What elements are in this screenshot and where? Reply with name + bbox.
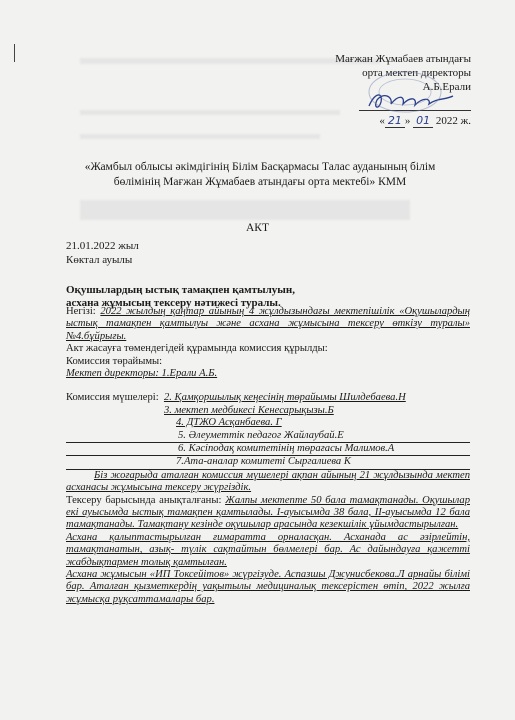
building-paragraph: Асхана қалыптастырылған ғимаратта орналасқан. Асханада ас әзірлейтін, тамақтанатын, азық- түлік сақтайтын бөлмелері бар. Ас дайындауға қажетті жабдықтармен толық қамтылған. xyxy=(66,531,470,568)
member-item: 4. ДТЖО Асқанбаева. Г xyxy=(176,417,282,429)
members-row xyxy=(66,417,470,429)
findings-text: Жалпы мектепте 50 бала тамақтанады. Оқушылар екі ауысымда ыстық тамақпен қамтылады. І-ауысымда 38 бала, ІІ-ауысымда 12 бала тамақтанады. Тамақтану кезінде оқушылар арасында кезекшілік ұйымдастырылған. xyxy=(66,494,470,531)
date-year: 2022 ж. xyxy=(435,115,471,127)
date-month: 01 xyxy=(413,114,433,128)
organization-line-1: «Жамбыл облысы әкімдігінің Білім Басқармасы Талас ауданының білім xyxy=(84,161,436,173)
approval-line-2: орта мектеп директоры xyxy=(362,67,471,79)
findings-label: Тексеру барысында анықталғаны: xyxy=(66,494,226,506)
members-row xyxy=(66,405,470,417)
bleed-through xyxy=(80,134,320,139)
approval-line-3: А.Б.Ерали xyxy=(422,81,471,93)
members-list xyxy=(66,392,470,469)
subject-line-2: асхана жұмысын тексеру нәтижесі туралы. xyxy=(66,297,281,309)
member-item: 3. мектеп медбикесі Кенесарықызы.Б xyxy=(164,404,334,416)
members-row xyxy=(66,443,470,456)
approval-line-1: Мағжан Жұмабаев атындағы xyxy=(335,53,471,65)
date-close-quote: » xyxy=(404,115,411,127)
commission-chair-label: Комиссия төрайымы: xyxy=(66,355,163,367)
basis-paragraph xyxy=(66,306,470,343)
operator-paragraph: Асхана жұмысын «ИП Токсейітов» жүргізуде. Аспазшы Джунисбекова.Л арнайы білімі бар. Аталған қызметкердің уақытылы медициналық тексерістен өтіп, 2022 жылға жұмысқа рұқсаттамалары бар. xyxy=(66,569,470,605)
member-item: 2. Қамқоршылық кеңесінің төрайымы Шилдебаева.Н xyxy=(163,392,406,404)
organization-header xyxy=(40,160,480,190)
findings-paragraph xyxy=(66,495,470,532)
subject-line-1: Оқушылардың ыстық тамақпен қамтылуын, xyxy=(66,284,295,296)
approval-date xyxy=(335,114,471,128)
member-item: 6. Кәсіподақ комитетінің төрағасы Малимов.А xyxy=(178,443,395,454)
commission-formed: Акт жасауға төмендегідей құрамында комиссия құрылды: xyxy=(66,343,328,355)
act-body xyxy=(66,306,470,606)
members-row xyxy=(66,430,470,443)
intro-paragraph: Біз жоғарыда аталған комиссия мүшелері ақпан айының 21 жұлдызында мектеп асханасы жұмысына тексеру жүргіздік. xyxy=(66,469,470,494)
stamp-mark xyxy=(365,68,445,116)
act-date: 21.01.2022 жыл xyxy=(66,240,139,252)
date-open-quote: « xyxy=(379,115,385,127)
bleed-through xyxy=(80,110,340,115)
bleed-through xyxy=(80,200,410,220)
date-day: 21 xyxy=(385,114,405,128)
act-meta xyxy=(66,239,139,267)
basis-label: Негізі: xyxy=(66,306,101,317)
members-row xyxy=(66,456,470,469)
act-title: АКТ xyxy=(246,222,269,234)
margin-mark xyxy=(14,44,15,62)
commission-chair: Мектеп директоры: 1.Ерали А.Б. xyxy=(66,368,218,380)
members-label: Комиссия мүшелері: xyxy=(66,392,159,404)
members-row xyxy=(66,392,470,404)
act-place: Көктал ауылы xyxy=(66,254,133,266)
member-item: 5. Әлеуметтік педагог Жайлаубай.Е xyxy=(178,429,344,441)
member-item: 7.Ата-аналар комитеті Сыргалиева К xyxy=(176,456,351,468)
basis-text: 2022 жылдың қаңтар айының 4 жұлдызындағы мектепішілік «Оқушылардың ыстық тамақпен қамтылуы және асхана жұмысына тексеру өткізу туралы» №4.бұйрығы. xyxy=(66,306,470,342)
organization-line-2: бөлімінің Мағжан Жұмабаев атындағы орта мектебі» КММ xyxy=(113,176,407,188)
